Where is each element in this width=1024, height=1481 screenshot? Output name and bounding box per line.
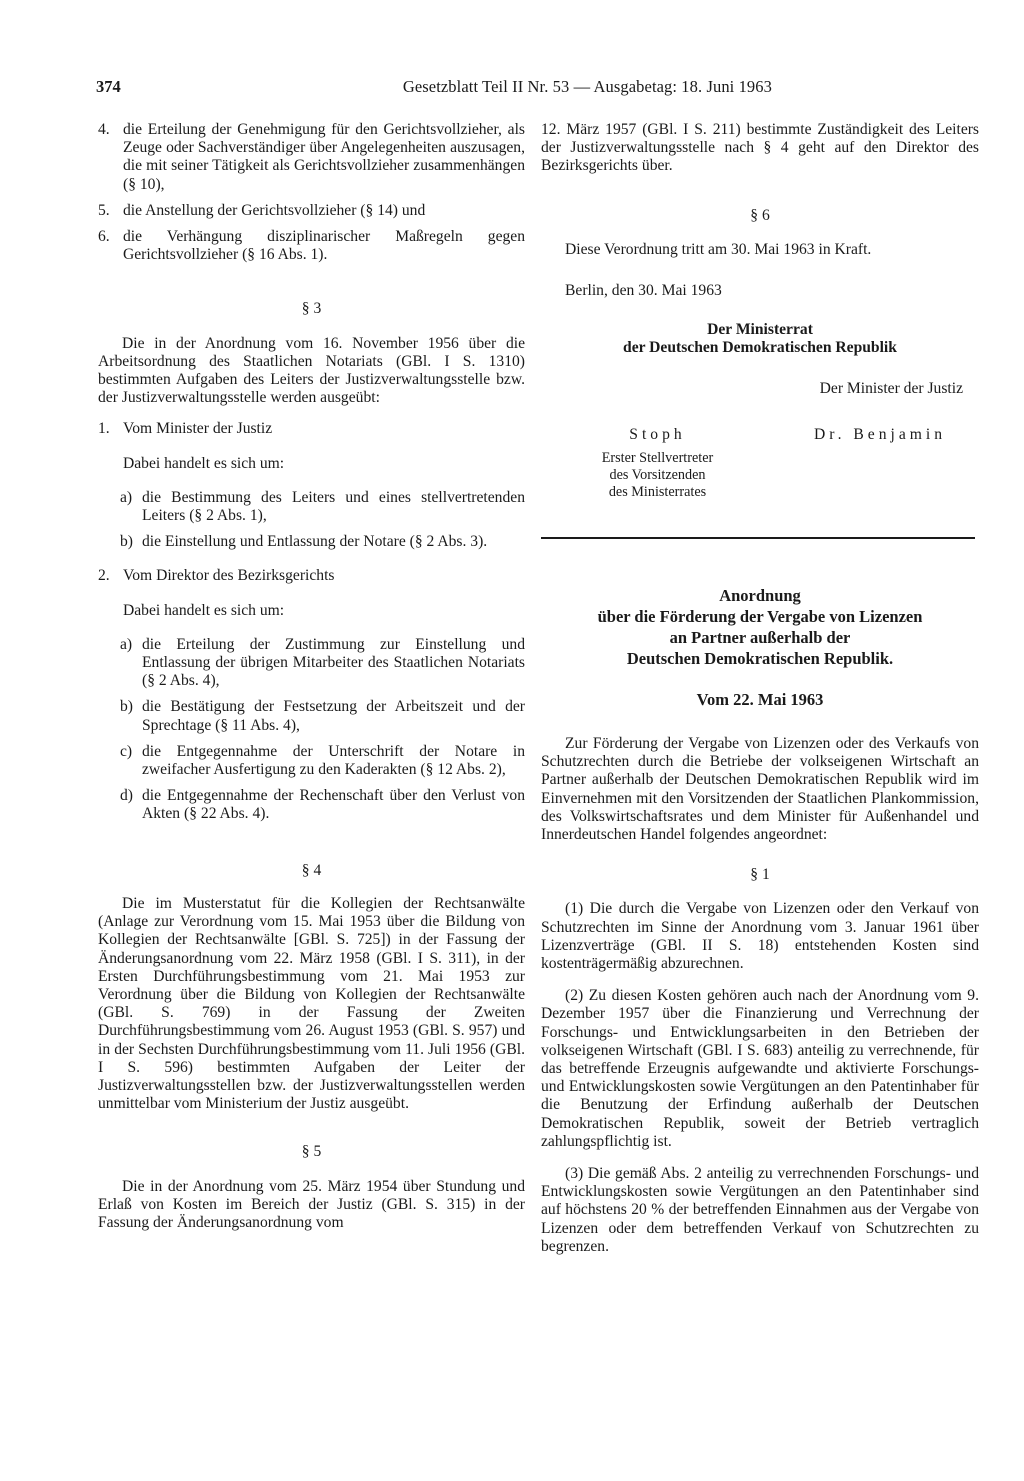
signatory-role: des Vorsitzenden: [609, 467, 706, 483]
sub-item-letter: c): [120, 742, 133, 760]
ordinance-title: über die Förderung der Vergabe von Lizenzen: [597, 607, 923, 626]
page-header: [96, 76, 772, 98]
sub-item: [98, 533, 525, 551]
section-heading: § 6: [750, 206, 770, 224]
ordinance-title: Anordnung: [719, 586, 801, 605]
section-heading: § 1: [750, 866, 770, 884]
signatory-name-right: Dr. Benjamin: [813, 426, 947, 443]
sub-item: [98, 787, 525, 823]
section-paragraph: Die in der Anordnung vom 25. März 1954 über Stundung und Erlaß von Kosten im Bereich der Justiz (GBl. S. 315) in der Fassung der Änderungsanordnung vom: [98, 1177, 525, 1231]
item-text: die Erteilung der Genehmigung für den Gerichtsvollzieher, als Zeuge oder Sachverständiger über Angelegenheiten auszusagen, die mit seiner Tätigkeit als Gerichtsvollzieher zusammenhängen (§ 10),: [123, 121, 525, 193]
paragraph-abs1: (1) Die durch die Vergabe von Lizenzen oder den Verkauf von Schutzrechten im Sinne der Anordnung vom 3. Januar 1961 über Lizenzverträge (GBl. II S. 18) entstehenden Kosten sind kostenträgermäßig abzurechnen.: [541, 900, 979, 973]
sub-item-letter: d): [120, 787, 133, 805]
ordinance-date: Vom 22. Mai 1963: [696, 690, 824, 709]
signatory-role: des Ministerrates: [608, 484, 707, 500]
list-item: [98, 228, 525, 264]
item-number: 4.: [98, 121, 110, 138]
list-item: [98, 202, 525, 220]
section-paragraph: Die im Musterstatut für die Kollegien der Rechtsanwälte (Anlage zur Verordnung vom 15. Mai 1953 über die Bildung von Kollegien der Rechtsanwälte [GBl. S. 725]) in der Fassung der Änderungsanordnung vom 22. März 1958 (GBl. I S. 311), in der Ersten Durchführungsbestimmung vom 21. Mai 1953 zur Verordnung über die Bildung von Kollegien der Rechtsanwälte (GBl. S. 769) in der Fassung der Zweiten Durchführungsbestimmung vom 26. August 1953 (GBl. S. 957) und in der Sechsten Durchführungsbestimmung vom 11. Juli 1956 (GBl. I S. 596) bestimmten Aufgaben der Leiter der Justizverwaltungsstellen bzw. der Justizverwaltungsstellen werden unmittelbar vom Ministerium der Justiz ausgeübt.: [98, 894, 525, 1113]
sub-item-letter: b): [120, 698, 133, 716]
list-item: [98, 420, 525, 438]
item-lead: Dabei handelt es sich um:: [123, 601, 285, 619]
item-text: die Verhängung disziplinarischer Maßregeln gegen Gerichtsvollzieher (§ 16 Abs. 1).: [123, 228, 525, 264]
council-name-line2: der Deutschen Demokratischen Republik: [623, 339, 897, 357]
section-paragraph-continued: 12. März 1957 (GBl. I S. 211) bestimmte Zuständigkeit des Leiters der Justizverwaltungsstelle nach § 4 geht auf den Direktor des Bezirksgerichts über.: [541, 121, 979, 175]
ordinance-title: Deutschen Demokratischen Republik.: [626, 649, 894, 668]
page-number: 374: [96, 77, 121, 96]
item-number: 5.: [98, 201, 110, 219]
sub-item-text: die Entgegennahme der Unterschrift der Notare in zweifacher Ausfertigung zu den Kaderakten (§ 12 Abs. 2),: [142, 742, 525, 779]
paragraph-abs2: (2) Zu diesen Kosten gehören auch nach der Anordnung vom 9. Dezember 1957 über die Finanzierung und Verrechnung der Forschungs- und Entwicklungsarbeiten in den Betrieben der volkseigenen Wirtschaft (GBl. I S. 683) anteilig zu verrechnende, für das betreffende Erzeugnis aufgewandte und aktivierte Forschungs- und Entwicklungskosten sowie Vergütungen an den Patentinhaber für die Benutzung der Erfindung außerhalb der Deutschen Demokratischen Republik, soweit der Betrieb vertraglich zahlungspflichtig ist.: [541, 987, 979, 1150]
sub-item-text: die Bestimmung des Leiters und eines stellvertretenden Leiters (§ 2 Abs. 1),: [142, 488, 525, 525]
sub-item-text: die Einstellung und Entlassung der Notare (§ 2 Abs. 3).: [142, 533, 488, 551]
sub-item-letter: a): [120, 635, 133, 653]
signatory-name: Stoph: [629, 426, 686, 443]
sub-item: [98, 698, 525, 734]
sub-item: [98, 743, 525, 779]
item-text: die Anstellung der Gerichtsvollzieher (§ 14) und: [123, 201, 426, 219]
item-number: 2.: [98, 567, 110, 585]
signatory-role: Erster Stellvertreter: [601, 450, 714, 466]
sub-item-text: die Bestätigung der Festsetzung der Arbeitszeit und der Sprechtage (§ 11 Abs. 4),: [142, 698, 525, 734]
sub-item-letter: b): [120, 533, 133, 551]
paragraph-abs3: (3) Die gemäß Abs. 2 anteilig zu verrechnenden Forschungs- und Entwicklungskosten sowie Vergütungen an den Patentinhaber sind auf höchstens 20 % der betreffenden Einnahmen aus der Vergabe von Lizenzen oder dem betreffenden Verkauf von Schutzrechten zu begrenzen.: [541, 1165, 979, 1255]
item-number: 1.: [98, 420, 110, 438]
right-column-lower: [541, 585, 979, 1256]
list-item: [98, 567, 525, 585]
sub-item: [98, 636, 525, 691]
item-text: Vom Direktor des Bezirksgerichts: [123, 567, 335, 585]
item-lead: Dabei handelt es sich um:: [123, 454, 285, 472]
section-heading: § 3: [301, 300, 322, 318]
list-item: [98, 121, 525, 194]
place-date: Berlin, den 30. Mai 1963: [565, 282, 722, 300]
section-paragraph: Diese Verordnung tritt am 30. Mai 1963 in Kraft.: [565, 240, 872, 258]
left-column: [98, 121, 525, 1232]
item-number: 6.: [98, 228, 110, 246]
sub-item-letter: a): [120, 488, 133, 506]
minister-title: Der Minister der Justiz: [819, 379, 963, 397]
council-name: Der Ministerrat: [707, 321, 813, 339]
signature-left: [541, 426, 774, 501]
item-text: Vom Minister der Justiz: [123, 420, 273, 438]
preamble: Zur Förderung der Vergabe von Lizenzen oder des Verkaufs von Schutzrechten durch die Betriebe der volkseigenen Wirtschaft an Partner außerhalb der Deutschen Demokratischen Republik wird im Einvernehmen mit den Vorsitzenden der Staatlichen Plankommission, des Volkswirtschaftsrates und dem Minister für Außenhandel und Innerdeutschen Handel folgendes angeordnet:: [541, 735, 979, 844]
section-divider: [541, 537, 975, 539]
right-column-upper: [541, 121, 979, 398]
section-heading: § 5: [301, 1143, 322, 1161]
sub-item-text: die Erteilung der Zustimmung zur Einstellung und Entlassung der übrigen Mitarbeiter des Staatlichen Notariats (§ 2 Abs. 4),: [142, 635, 525, 690]
running-title: Gesetzblatt Teil II Nr. 53 — Ausgabetag: 18. Juni 1963: [402, 77, 772, 96]
sub-item: [98, 489, 525, 525]
sub-item-text: die Entgegennahme der Rechenschaft über den Verlust von Akten (§ 22 Abs. 4).: [142, 787, 525, 823]
section-paragraph: Die in der Anordnung vom 16. November 1956 über die Arbeitsordnung des Staatlichen Notariats (GBl. I S. 1310) bestimmten Aufgaben des Leiters der Justizverwaltungsstelle bzw. der Justizverwaltungsstelle werden ausgeübt:: [98, 334, 525, 407]
ordinance-title: an Partner außerhalb der: [669, 628, 851, 647]
section-heading: § 4: [301, 861, 322, 879]
